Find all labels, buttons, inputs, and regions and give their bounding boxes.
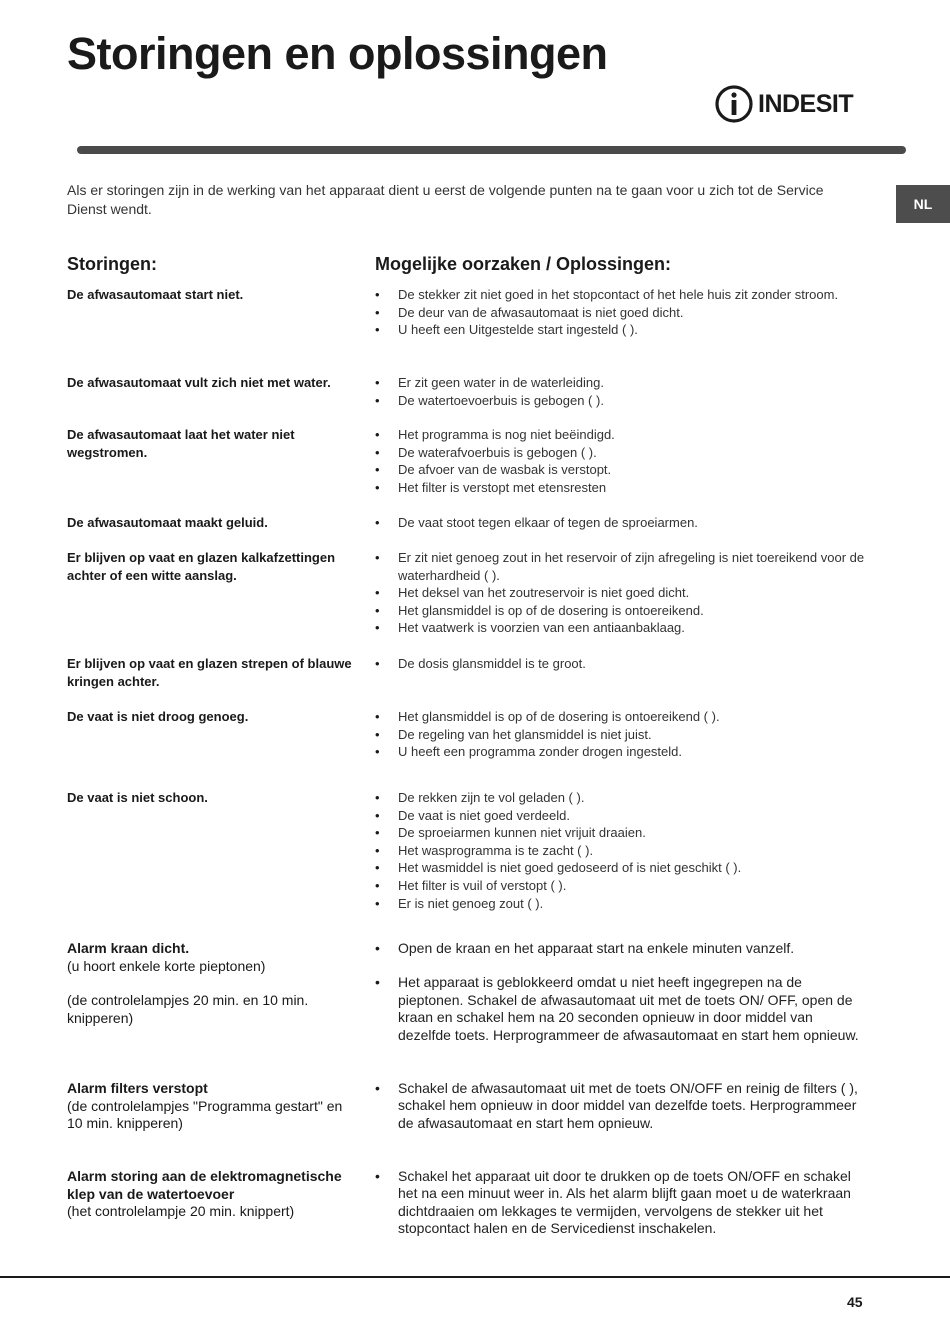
problem-title: De vaat is niet droog genoeg. — [67, 709, 249, 724]
alarm-title: Alarm storing aan de elektromagnetische klep van de watertoevoer — [67, 1168, 342, 1202]
solution-list — [375, 514, 865, 532]
solution-item: • Het glansmiddel is op of de dosering is ontoereikend. — [375, 602, 865, 620]
alarm-title: Alarm filters verstopt — [67, 1080, 208, 1096]
intro-text: Als er storingen zijn in de werking van het apparaat dient u eerst de volgende punten na te gaan voor u zich tot de Service Dienst wendt. — [67, 182, 824, 217]
problem-item — [67, 374, 357, 392]
solution-item: • De vaat is niet goed verdeeld. — [375, 807, 865, 825]
problem-title: De afwasautomaat laat het water niet wegstromen. — [67, 427, 295, 460]
alarm-note: (het controlelampje 20 min. knippert) — [67, 1203, 295, 1220]
alarm-solution-list — [375, 1080, 865, 1132]
problem-title: De vaat is niet schoon. — [67, 790, 208, 805]
solution-item: • Er zit geen water in de waterleiding. — [375, 374, 865, 392]
solution-item: • Het glansmiddel is op of de dosering is ontoereikend ( ). — [375, 708, 865, 726]
solution-item: • Open de kraan en het apparaat start na enkele minuten vanzelf. — [375, 940, 865, 957]
problem-title: De afwasautomaat maakt geluid. — [67, 515, 268, 530]
problem-title: Er blijven op vaat en glazen strepen of blauwe kringen achter. — [67, 656, 352, 689]
alarm-solution-list — [375, 1168, 865, 1238]
brand-logo — [714, 84, 853, 124]
solution-item: • De rekken zijn te vol geladen ( ). — [375, 789, 865, 807]
solution-item: • Het filter is vuil of verstopt ( ). — [375, 877, 865, 895]
solution-item: • De regeling van het glansmiddel is niet juist. — [375, 726, 865, 744]
alarm-solution-list — [375, 940, 865, 1044]
brand-logo-icon — [714, 84, 754, 124]
header-divider — [77, 146, 906, 154]
solution-item: • De waterafvoerbuis is gebogen ( ). — [375, 444, 865, 462]
solution-item: • De deur van de afwasautomaat is niet goed dicht. — [375, 304, 865, 322]
solution-item: • Het apparaat is geblokkeerd omdat u niet heeft ingegrepen na de pieptonen. Schakel de afwasautomaat uit met de toets ON/ OFF, open de kraan en schakel hem na 20 seconden opnieuw in door middel van dezelfde toets. Herprogrammeer de afwasautomaat en start hem opnieuw. — [375, 974, 865, 1044]
alarm-item — [67, 1168, 357, 1221]
problem-item — [67, 426, 357, 461]
solution-item: • Het vaatwerk is voorzien van een antiaanbaklaag. — [375, 619, 865, 637]
solution-item: • Er zit niet genoeg zout in het reservoir of zijn afregeling is niet toereikend voor de waterhardheid ( ). — [375, 549, 865, 584]
page-title: Storingen en oplossingen — [67, 28, 608, 79]
alarm-note: (u hoort enkele korte pieptonen) — [67, 957, 266, 974]
alarm-item — [67, 940, 357, 1027]
solution-item: • Het programma is nog niet beëindigd. — [375, 426, 865, 444]
language-tab: NL — [896, 185, 950, 223]
page-number: 45 — [847, 1294, 863, 1310]
solution-item: • Het filter is verstopt met etensresten — [375, 479, 865, 497]
solutions-heading: Mogelijke oorzaken / Oplossingen: — [375, 254, 672, 274]
problem-item — [67, 655, 357, 690]
problem-item — [67, 286, 357, 304]
brand-name: INDESIT — [758, 89, 854, 118]
solution-item: • U heeft een Uitgestelde start ingesteld ( ). — [375, 321, 865, 339]
solution-list — [375, 286, 865, 339]
solution-item: • Er is niet genoeg zout ( ). — [375, 895, 865, 913]
solution-list — [375, 426, 865, 496]
alarm-item — [67, 1080, 357, 1133]
solution-item: • Het wasprogramma is te zacht ( ). — [375, 842, 865, 860]
solution-item: • Schakel de afwasautomaat uit met de toets ON/OFF en reinig de filters ( ), schakel hem opnieuw in door middel van dezelfde toets. Herprogrammeer de afwasautomaat en start hem opnieuw. — [375, 1080, 865, 1132]
solution-list — [375, 789, 865, 912]
alarm-title: Alarm kraan dicht. — [67, 940, 190, 956]
problem-item — [67, 708, 357, 726]
solution-item: • U heeft een programma zonder drogen ingesteld. — [375, 743, 865, 761]
problem-item — [67, 789, 357, 807]
solution-item: • De stekker zit niet goed in het stopcontact of het hele huis zit zonder stroom. — [375, 286, 865, 304]
solution-item: • Het wasmiddel is niet goed gedoseerd of is niet geschikt ( ). — [375, 859, 865, 877]
solution-item: • De watertoevoerbuis is gebogen ( ). — [375, 392, 865, 410]
solution-item: • De sproeiarmen kunnen niet vrijuit draaien. — [375, 824, 865, 842]
solution-list — [375, 549, 865, 637]
solution-item: • De afvoer van de wasbak is verstopt. — [375, 461, 865, 479]
solution-list — [375, 708, 865, 761]
solution-list — [375, 374, 865, 409]
problem-item — [67, 549, 357, 584]
problem-title: Er blijven op vaat en glazen kalkafzettingen achter of een witte aanslag. — [67, 550, 336, 583]
solution-item: • Het deksel van het zoutreservoir is niet goed dicht. — [375, 584, 865, 602]
footer-divider — [0, 1276, 950, 1278]
problem-item — [67, 514, 357, 532]
solution-item: • Schakel het apparaat uit door te drukken op de toets ON/OFF en schakel het na een minuut weer in. Als het alarm blijft gaan moet u de waterkraan dichtdraaien om lekkages te vermijden, vervolgens de stekker uit het stopcontact halen en de Servicedienst inschakelen. — [375, 1168, 865, 1238]
problem-title: De afwasautomaat vult zich niet met water. — [67, 375, 331, 390]
problem-title: De afwasautomaat start niet. — [67, 287, 244, 302]
problems-heading: Storingen: — [67, 254, 157, 274]
solution-item: • De dosis glansmiddel is te groot. — [375, 655, 865, 673]
solution-list — [375, 655, 865, 673]
alarm-note: (de controlelampjes 20 min. en 10 min. knipperen) — [67, 992, 309, 1026]
solution-item: • De vaat stoot tegen elkaar of tegen de sproeiarmen. — [375, 514, 865, 532]
alarm-note: (de controlelampjes "Programma gestart" en 10 min. knipperen) — [67, 1097, 343, 1132]
